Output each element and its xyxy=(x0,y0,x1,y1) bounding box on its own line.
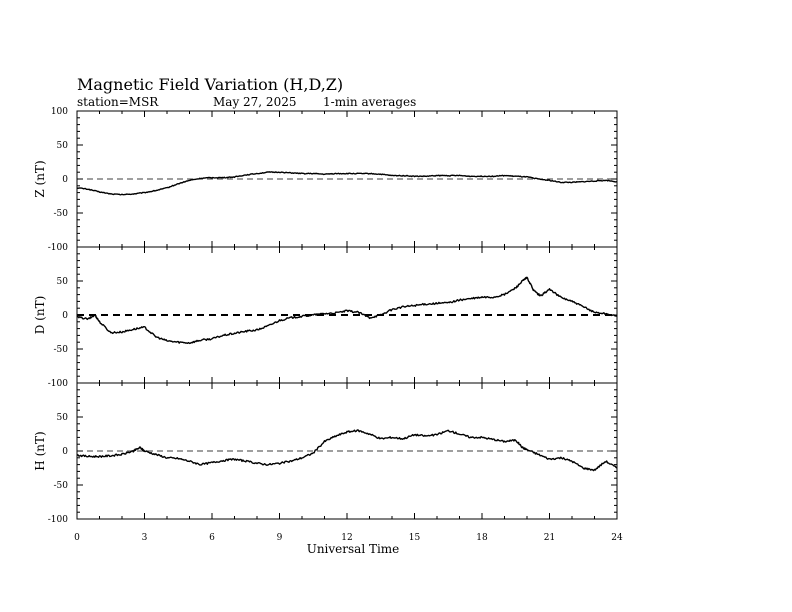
y-tick-label-h: -100 xyxy=(47,515,68,525)
station-label: station=MSR xyxy=(77,95,159,109)
x-tick-label: 12 xyxy=(341,533,353,543)
x-tick-label: 21 xyxy=(543,533,556,543)
y-tick-label-h: 0 xyxy=(62,447,68,457)
x-tick-label: 24 xyxy=(611,533,623,543)
y-tick-label-h: 50 xyxy=(56,413,68,423)
y-axis-label-d: D (nT) xyxy=(33,295,47,335)
y-axis-label-z: Z (nT) xyxy=(33,160,47,198)
panel-z xyxy=(33,107,617,253)
panel-d xyxy=(33,247,617,389)
x-tick-label: 3 xyxy=(141,533,148,543)
x-tick-label: 9 xyxy=(276,533,283,543)
y-tick-label-z: 0 xyxy=(62,175,68,185)
series-line-d xyxy=(77,277,617,343)
y-tick-label-z: -100 xyxy=(47,243,68,253)
averaging-label: 1-min averages xyxy=(323,95,417,109)
chart-title: Magnetic Field Variation (H,D,Z) xyxy=(77,75,344,94)
y-tick-label-z: 50 xyxy=(56,141,68,151)
y-axis-label-h: H (nT) xyxy=(33,431,47,471)
y-tick-label-z: 100 xyxy=(50,107,68,117)
y-tick-label-z: -50 xyxy=(53,209,68,219)
y-tick-label-d: -100 xyxy=(47,379,68,389)
x-axis-label: Universal Time xyxy=(306,542,400,556)
x-tick-label: 15 xyxy=(408,533,421,543)
x-tick-label: 18 xyxy=(476,533,488,543)
y-tick-label-h: -50 xyxy=(53,481,68,491)
y-tick-label-d: -50 xyxy=(53,345,68,355)
x-tick-label: 6 xyxy=(209,533,215,543)
date-label: May 27, 2025 xyxy=(213,95,297,109)
y-tick-label-d: 50 xyxy=(56,277,68,287)
series-line-h xyxy=(77,430,617,471)
y-tick-label-d: 0 xyxy=(62,311,68,321)
x-tick-label: 0 xyxy=(74,533,80,543)
panel-h xyxy=(33,383,617,525)
series-line-z xyxy=(77,172,617,195)
